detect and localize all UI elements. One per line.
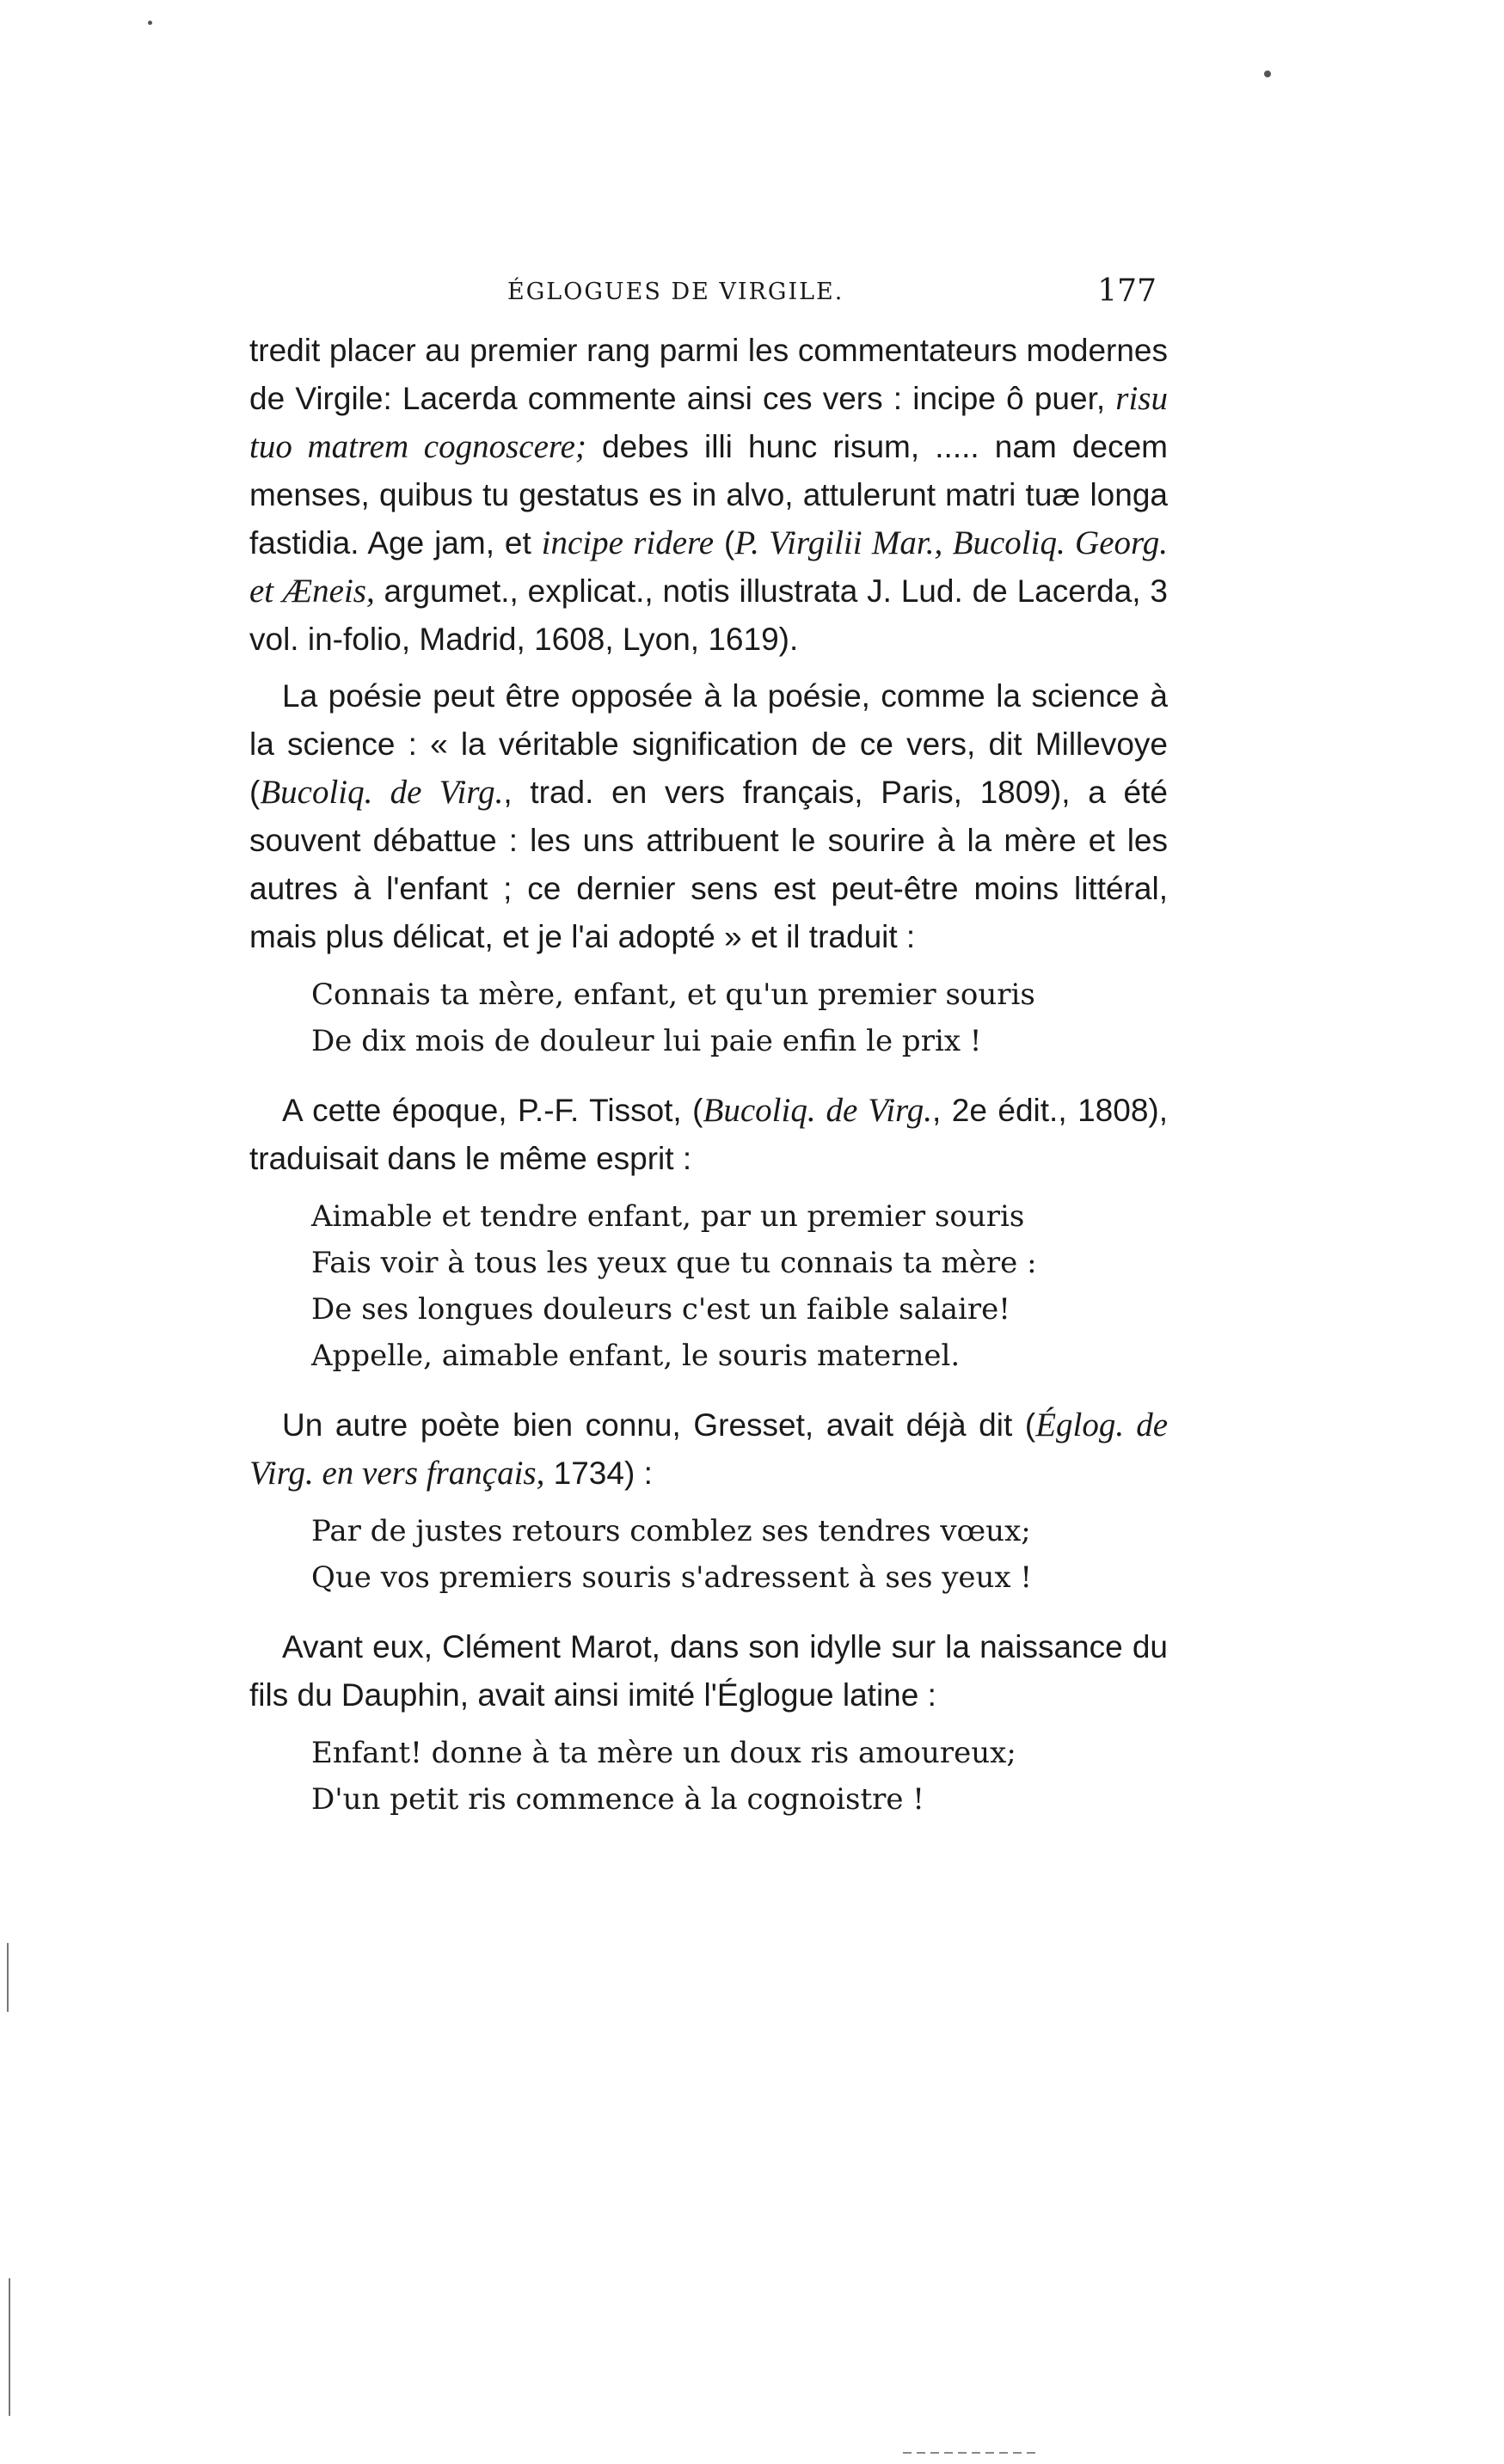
verse-marot bbox=[311, 1730, 1168, 1823]
body-text bbox=[249, 327, 1168, 1845]
running-title: ÉGLOGUES DE VIRGILE. bbox=[507, 279, 844, 305]
verse-line: Que vos premiers souris s'adressent à ses yeux ! bbox=[311, 1560, 1033, 1595]
paragraph-lacerda: tredit placer au premier rang parmi les commentateurs modernes de Virgile: Lacerda commente ainsi ces vers : incipe ô puer, risu tuo matrem cognoscere; debes illi hunc risum, ..... nam decem menses, quibus tu gestatus es in alvo, attulerunt matri tuæ longa fastidia. Age jam, et incipe ridere (P. Virgilii Mar., Bucoliq. Georg. et Æneis, argumet., explicat., notis illustrata J. Lud. de Lacerda, 3 vol. in-folio, Madrid, 1608, Lyon, 1619). bbox=[249, 333, 1168, 657]
page-number: 177 bbox=[1097, 273, 1157, 309]
verse-line: Aimable et tendre enfant, par un premier souris bbox=[311, 1199, 1025, 1234]
margin-speck bbox=[148, 21, 152, 25]
verse-line: Fais voir à tous les yeux que tu connais ta mère : bbox=[311, 1246, 1037, 1280]
verse-line: Par de justes retours comblez ses tendres vœux; bbox=[311, 1514, 1031, 1548]
paragraph-gresset: Un autre poète bien connu, Gresset, avait déjà dit (Églog. de Virg. en vers français, 1734) : bbox=[249, 1407, 1168, 1492]
verse-line: Appelle, aimable enfant, le souris maternel. bbox=[311, 1339, 961, 1373]
margin-mark bbox=[9, 2278, 10, 2416]
verse-line: Connais ta mère, enfant, et qu'un premier souris bbox=[311, 978, 1035, 1012]
bottom-edge-mark bbox=[903, 2452, 1041, 2454]
margin-mark bbox=[7, 1943, 9, 2012]
verse-line: De dix mois de douleur lui paie enfin le prix ! bbox=[311, 1024, 982, 1058]
verse-line: D'un petit ris commence à la cognoistre ! bbox=[311, 1782, 924, 1817]
paragraph-millevoye: La poésie peut être opposée à la poésie, comme la science à la science : « la véritable signification de ce vers, dit Millevoye (Bucoliq. de Virg., trad. en vers français, Paris, 1809), a été souvent débattue : les uns attribuent le sourire à la mère et les autres à l'enfant ; ce dernier sens est peut-être moins littéral, mais plus délicat, et je l'ai adopté » et il traduit : bbox=[249, 678, 1168, 954]
paragraph-tissot: A cette époque, P.-F. Tissot, (Bucoliq. de Virg., 2e édit., 1808), traduisait dans le même esprit : bbox=[249, 1092, 1169, 1176]
paragraph-marot: Avant eux, Clément Marot, dans son idylle sur la naissance du fils du Dauphin, avait ainsi imité l'Églogue latine : bbox=[249, 1629, 1168, 1713]
running-header bbox=[249, 273, 1157, 316]
verse-line: Enfant! donne à ta mère un doux ris amoureux; bbox=[311, 1736, 1016, 1770]
margin-speck bbox=[1264, 70, 1271, 77]
verse-tissot bbox=[311, 1193, 1168, 1379]
verse-line: De ses longues douleurs c'est un faible salaire! bbox=[311, 1292, 1010, 1327]
verse-gresset bbox=[311, 1508, 1168, 1601]
verse-millevoye bbox=[311, 972, 1168, 1064]
